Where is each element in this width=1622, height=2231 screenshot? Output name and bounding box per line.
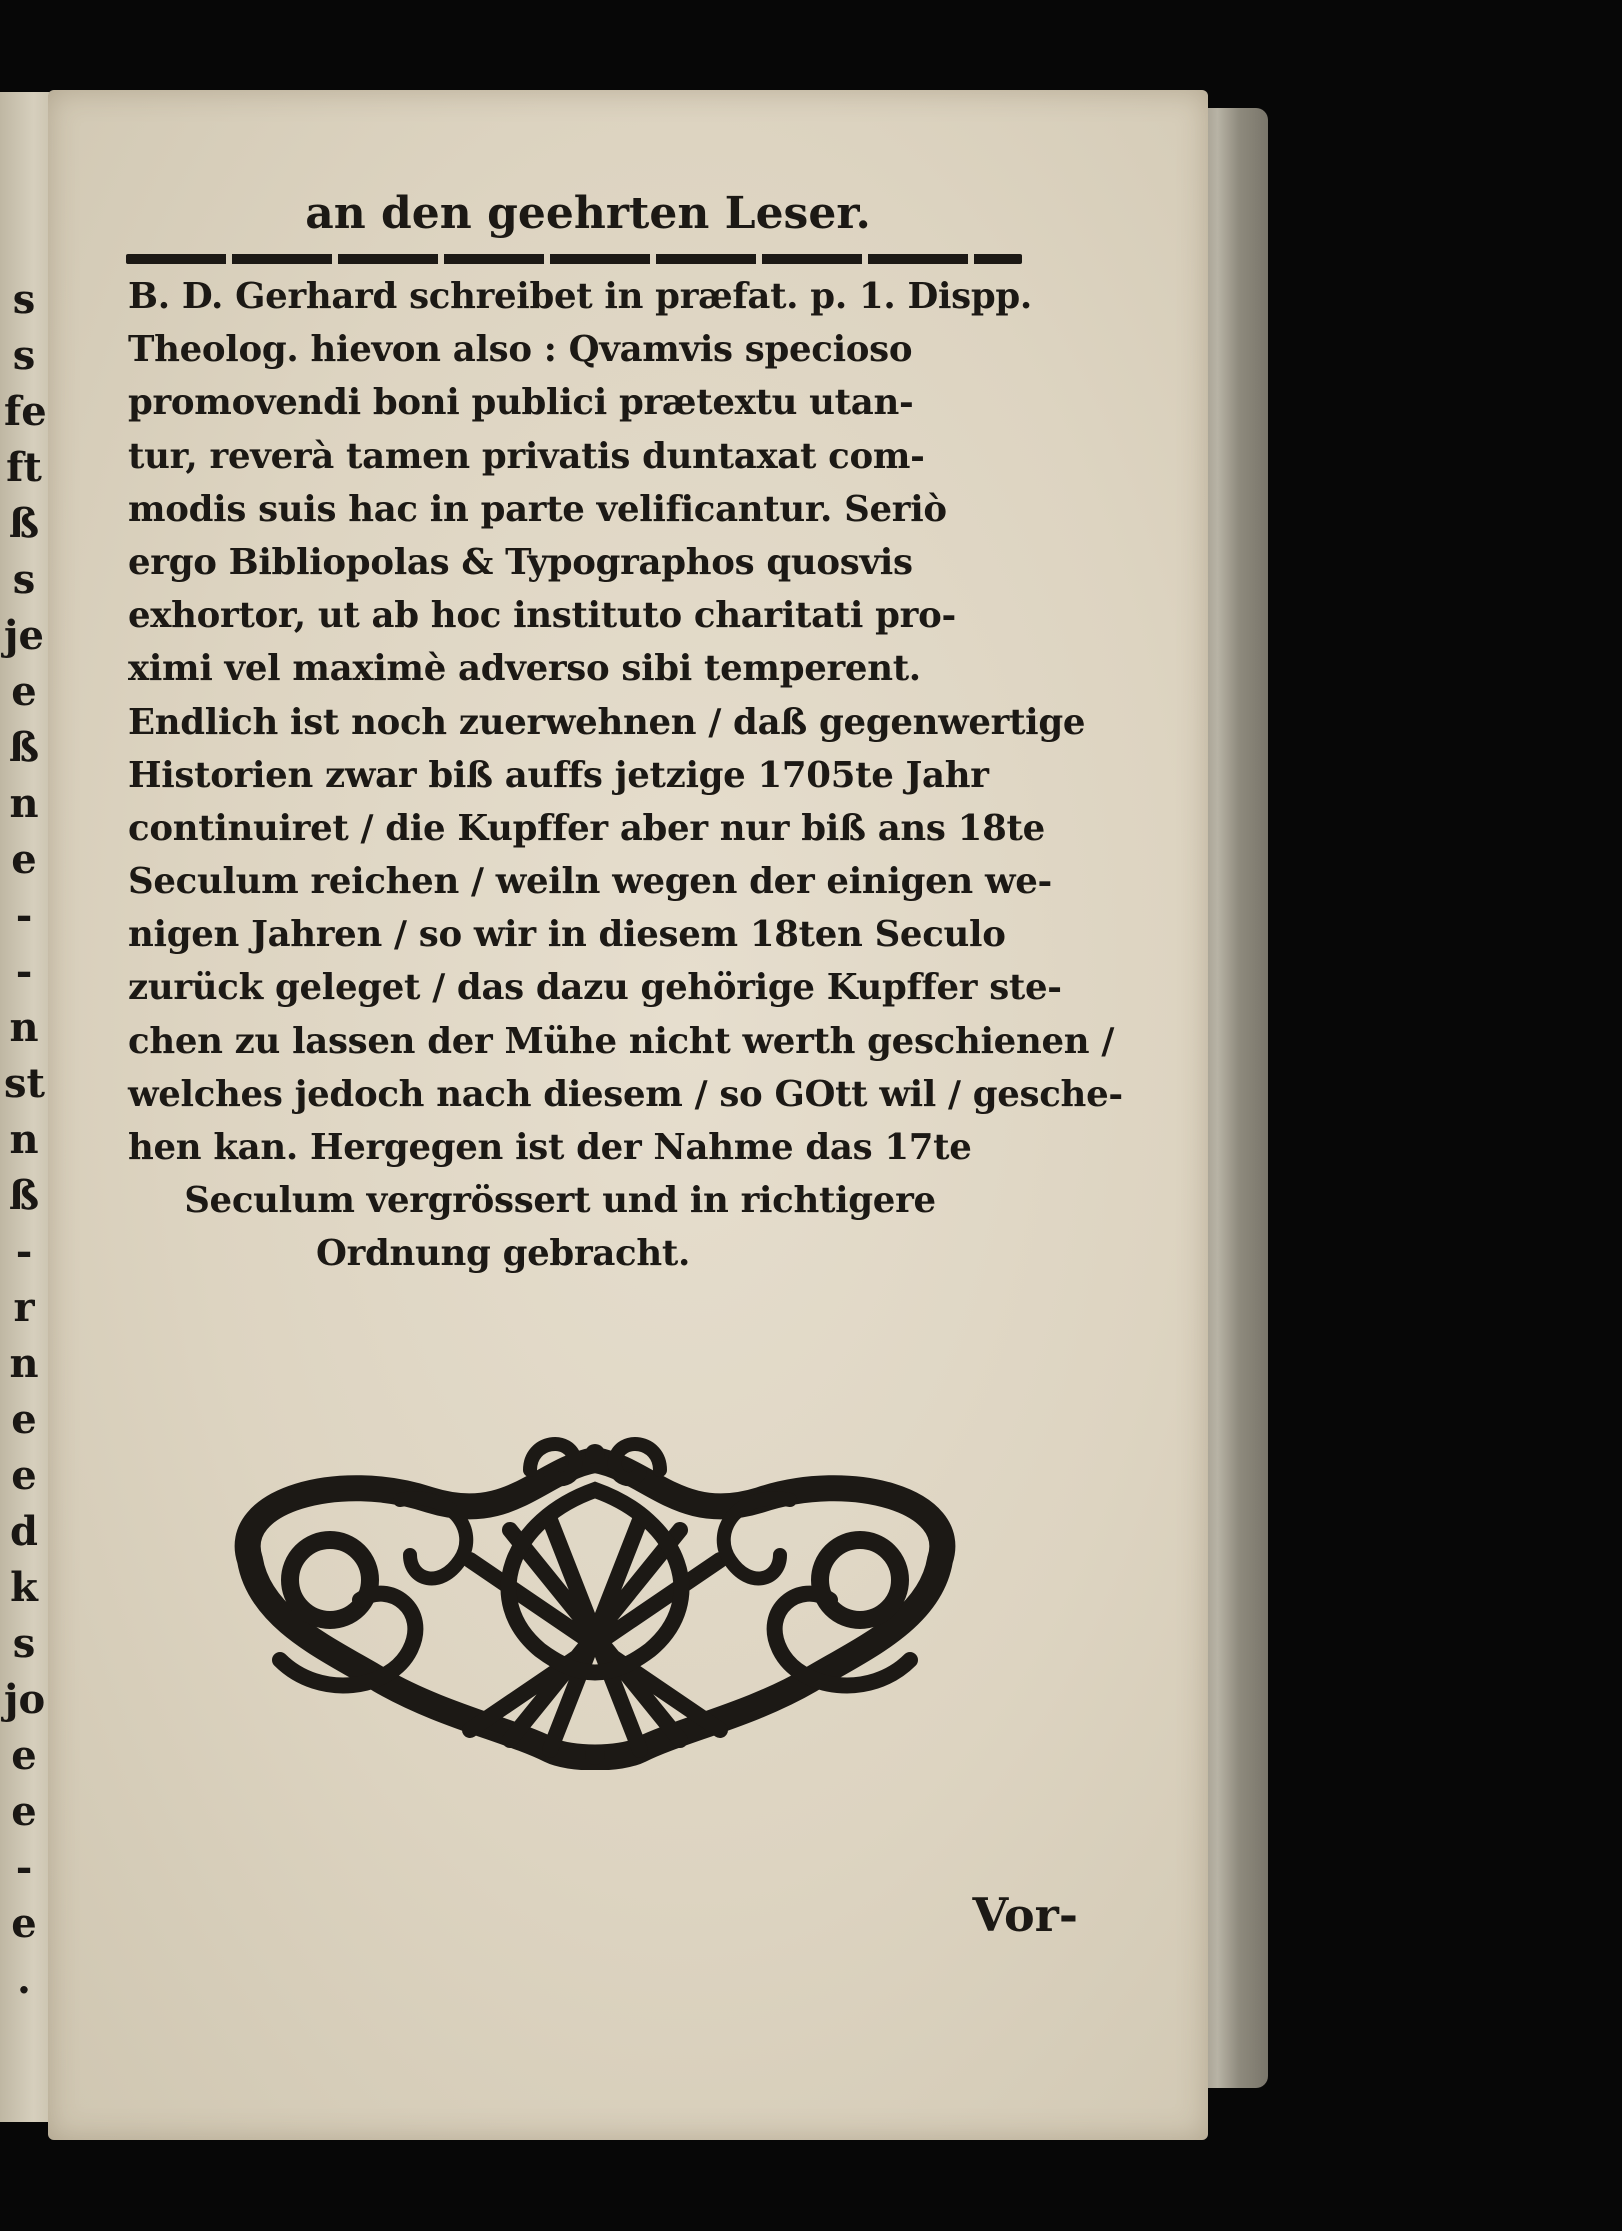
text-line: Endlich ist noch zuerwehnen / daß gegenwertige (128, 701, 1086, 743)
previous-page-fragment: k (10, 1564, 38, 1611)
previous-page-fragment: jo (4, 1676, 46, 1723)
previous-page-fragment: je (4, 612, 44, 659)
previous-page-fragment: - (15, 892, 33, 939)
previous-page-fragment: e (11, 1452, 37, 1499)
text-line: B. D. Gerhard schreibet in præfat. p. 1. Dispp. (128, 276, 1032, 317)
text-line: nigen Jahren / so wir in diesem 18ten Seculo (128, 914, 1006, 956)
previous-page-fragment: n (9, 1116, 39, 1163)
centered-line: Seculum vergrössert und in richtigere (184, 1180, 936, 1222)
text-line: chen zu lassen der Mühe nicht werth geschienen / (128, 1020, 1114, 1062)
previous-page-fragment: ß (8, 724, 40, 771)
previous-page-fragment: e (11, 1732, 37, 1779)
previous-page-fragment: n (9, 1004, 39, 1051)
previous-page-fragment: e (11, 668, 37, 715)
header-rule (126, 254, 1022, 264)
previous-page-fragment: ft (6, 444, 42, 491)
previous-page-fragment: r (13, 1284, 35, 1331)
previous-page-fragment: s (12, 276, 36, 323)
text-line: ergo Bibliopolas & Typographos quosvis (128, 541, 913, 583)
previous-page-fragment: d (10, 1508, 38, 1555)
text-line: welches jedoch nach diesem / so GOtt wil / gesche- (128, 1073, 1123, 1115)
previous-page-fragment: - (15, 1228, 33, 1275)
previous-page-fragment: n (9, 780, 39, 827)
text-line: hen kan. Hergegen ist der Nahme das 17te (128, 1127, 972, 1168)
text-line: exhortor, ut ab hoc instituto charitati pro- (128, 595, 956, 637)
text-line: continuiret / die Kupffer aber nur biß ans 18te (128, 807, 1045, 849)
previous-page-fragment: - (15, 948, 33, 995)
text-line: Theolog. hievon also : Qvamvis specioso (128, 329, 913, 371)
previous-page-fragment: st (4, 1060, 45, 1107)
previous-page-fragment: e (11, 836, 37, 883)
text-line: tur, reverà tamen privatis duntaxat com- (128, 435, 925, 477)
previous-page-fragment: fe (4, 388, 47, 435)
previous-page-fragment: e (11, 1396, 37, 1443)
previous-page-fragment: s (12, 332, 36, 379)
text-line: zurück geleget / das dazu gehörige Kupffer ste- (128, 967, 1062, 1009)
previous-page-fragment: . (17, 1956, 31, 2003)
running-head: an den geehrten Leser. (305, 188, 871, 239)
previous-page-fragment: s (12, 1620, 36, 1667)
previous-page-text-fragments (4, 272, 47, 2008)
previous-page-fragment: ß (8, 500, 40, 547)
text-line: ximi vel maximè adverso sibi temperent. (128, 648, 921, 690)
catchword: Vor- (972, 1888, 1078, 1942)
previous-page-fragment: n (9, 1340, 39, 1387)
previous-page-fragment: - (15, 1844, 33, 1891)
centered-line: Ordnung gebracht. (315, 1233, 691, 1275)
decorative-ornament (210, 1430, 980, 1770)
text-line: Historien zwar biß auffs jetzige 1705te Jahr (128, 754, 989, 796)
previous-page-fragment: ß (8, 1172, 40, 1219)
body-text (128, 270, 1123, 1281)
text-line: promovendi boni publici prætextu utan- (128, 382, 914, 424)
text-line: modis suis hac in parte velificantur. Seriò (128, 488, 947, 530)
previous-page-fragment: e (11, 1900, 37, 1947)
previous-page-fragment: s (12, 556, 36, 603)
text-line: Seculum reichen / weiln wegen der einigen we- (128, 861, 1052, 903)
previous-page-fragment: e (11, 1788, 37, 1835)
